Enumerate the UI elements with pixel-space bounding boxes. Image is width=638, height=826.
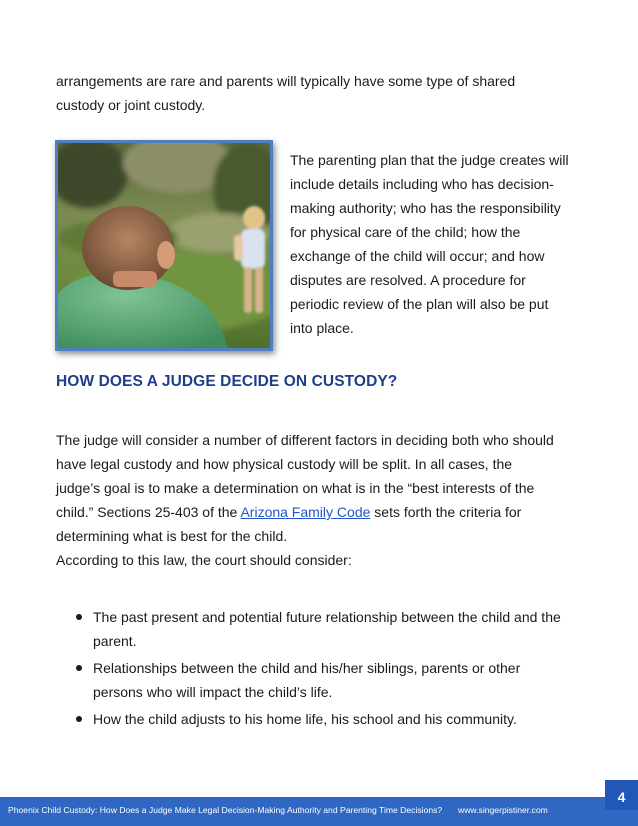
list-item-text: parent. — [93, 633, 137, 649]
parenting-plan-paragraph — [290, 148, 600, 340]
footer-bar — [0, 797, 638, 826]
list-item — [56, 656, 596, 704]
list-item — [56, 707, 596, 731]
factors-text: sets forth the criteria for — [370, 504, 522, 520]
photo-man-watching-child-icon — [58, 143, 270, 348]
plan-line: The parenting plan that the judge creates will — [290, 152, 569, 168]
arizona-family-code-link[interactable]: Arizona Family Code — [240, 504, 371, 520]
intro-paragraph — [56, 69, 586, 117]
list-item-text: The past present and potential future relationship between the child and the — [93, 609, 561, 625]
custody-photo — [55, 140, 273, 351]
bullet-icon — [76, 665, 82, 671]
factors-line: have legal custody and how physical custody will be split. In all cases, the — [56, 456, 513, 472]
plan-line: periodic review of the plan will also be put — [290, 296, 549, 312]
considerations-list — [56, 605, 596, 734]
page-number: 4 — [605, 780, 638, 810]
list-item-text: How the child adjusts to his home life, his school and his community. — [93, 711, 517, 727]
plan-line: disputes are resolved. A procedure for — [290, 272, 526, 288]
intro-line: arrangements are rare and parents will typically have some type of shared — [56, 73, 516, 89]
plan-line: making authority; who has the responsibility — [290, 200, 561, 216]
intro-line: custody or joint custody. — [56, 97, 206, 113]
plan-line: into place. — [290, 320, 354, 336]
factors-text: child.” Sections 25-403 of the — [56, 504, 241, 520]
footer-title: Phoenix Child Custody: How Does a Judge Make Legal Decision-Making Authority and Parenting Time Decisions? — [8, 805, 443, 815]
footer-url[interactable]: www.singerpistiner.com — [458, 805, 548, 815]
bullet-icon — [76, 614, 82, 620]
list-item — [56, 605, 596, 653]
factors-line-with-link — [56, 500, 596, 524]
factors-line: determining what is best for the child. — [56, 528, 288, 544]
plan-line: include details including who has decision- — [290, 176, 554, 192]
factors-paragraph — [56, 428, 596, 572]
plan-line: exchange of the child will occur; and how — [290, 248, 545, 264]
list-item-text: persons who will impact the child’s life. — [93, 684, 333, 700]
section-heading: HOW DOES A JUDGE DECIDE ON CUSTODY? — [56, 373, 398, 390]
list-item-text: Relationships between the child and his/her siblings, parents or other — [93, 660, 521, 676]
bullet-icon — [76, 716, 82, 722]
factors-line: judge’s goal is to make a determination on what is in the “best interests of the — [56, 480, 535, 496]
factors-line: According to this law, the court should consider: — [56, 552, 352, 568]
factors-line: The judge will consider a number of different factors in deciding both who should — [56, 432, 554, 448]
plan-line: for physical care of the child; how the — [290, 224, 521, 240]
